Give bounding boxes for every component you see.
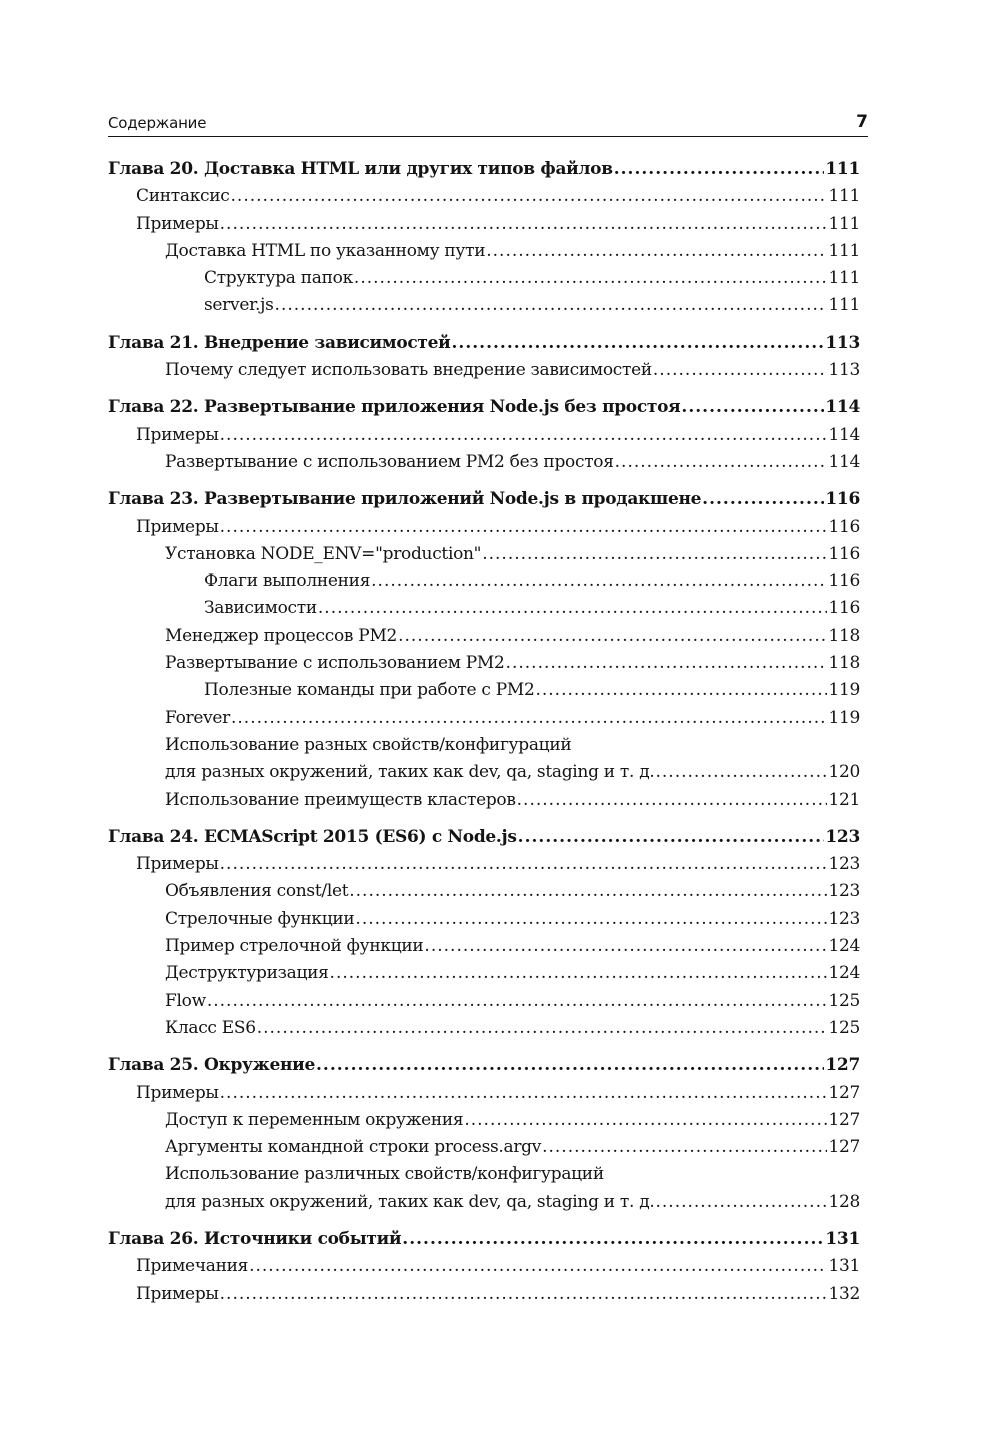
running-header-title: Содержание — [108, 114, 207, 132]
dot-leader — [518, 824, 825, 851]
toc-entry-title: Глава 22. Развертывание приложения Node.js без простоя — [108, 397, 681, 418]
toc-entry-title: Глава 21. Внедрение зависимостей — [108, 332, 451, 353]
toc-entry-page: 119 — [828, 707, 860, 728]
dot-leader — [207, 988, 828, 1015]
dot-leader — [517, 787, 828, 814]
dot-leader — [452, 330, 825, 357]
toc-entry-page: 114 — [828, 424, 860, 445]
dot-leader — [424, 933, 827, 960]
toc-entry-title: Примеры — [136, 1082, 219, 1103]
toc-entry-title: Синтаксис — [136, 186, 230, 207]
toc-entry-page: 116 — [825, 489, 860, 510]
dot-leader — [464, 1107, 827, 1134]
toc-entry-page: 111 — [828, 295, 860, 316]
dot-leader — [655, 759, 827, 786]
toc-entry-title: Структура папок — [204, 268, 353, 289]
toc-entry-page: 111 — [828, 186, 860, 207]
toc-entry-page: 132 — [828, 1283, 860, 1304]
toc-entry[interactable] — [108, 705, 860, 732]
toc-chapter-entry[interactable] — [108, 1226, 860, 1253]
toc-entry-title: Развертывание с использованием PM2 без простоя — [165, 451, 614, 472]
toc-entry[interactable] — [108, 1107, 860, 1134]
toc-entry-page: 123 — [828, 854, 860, 875]
toc-entry-title-line1: Использование разных свойств/конфигураций — [165, 734, 572, 755]
dot-leader — [220, 1281, 828, 1308]
dot-leader — [231, 183, 828, 210]
toc-entry-page: 118 — [828, 653, 860, 674]
page-number: 7 — [856, 112, 868, 132]
toc-entry[interactable] — [108, 906, 860, 933]
toc-entry-title: Аргументы командной строки process.argv — [165, 1137, 542, 1158]
toc-entry-page: 113 — [825, 332, 860, 353]
toc-entry-page: 119 — [828, 680, 860, 701]
toc-entry-title: server.js — [204, 295, 274, 316]
toc-entry-title: Зависимости — [204, 598, 317, 619]
toc-entry-title: Flow — [165, 990, 206, 1011]
toc-entry-title: Полезные команды при работе с PM2 — [204, 680, 535, 701]
dot-leader — [257, 1015, 828, 1042]
toc-entry[interactable] — [108, 449, 860, 476]
toc-entry-title: для разных окружений, таких как dev, qa, staging и т. д. — [165, 762, 655, 783]
toc-entry-page: 127 — [828, 1137, 860, 1158]
toc-entry-title: Класс ES6 — [165, 1017, 256, 1038]
dot-leader — [220, 1080, 828, 1107]
dot-leader — [349, 878, 827, 905]
toc-entry-title: Примеры — [136, 424, 219, 445]
toc-entry[interactable] — [108, 595, 860, 622]
toc-entry-title: Глава 24. ECMAScript 2015 (ES6) с Node.js — [108, 826, 517, 847]
dot-leader — [316, 1052, 824, 1079]
toc-entry[interactable] — [108, 1281, 860, 1308]
toc-entry-page: 111 — [825, 159, 860, 179]
toc-entry-page: 116 — [828, 543, 860, 564]
toc-entry-title: Объявления const/let — [165, 881, 349, 902]
toc-entry-title: Стрелочные функции — [165, 908, 355, 929]
toc-entry[interactable] — [108, 1080, 860, 1107]
toc-entry[interactable] — [108, 1134, 860, 1161]
toc-entry-page: 124 — [828, 963, 860, 984]
toc-entry-page: 111 — [828, 213, 860, 234]
toc-entry-title: Деструктуризация — [165, 963, 329, 984]
dot-leader — [653, 357, 828, 384]
toc-entry-title: Примеры — [136, 213, 219, 234]
toc-entry[interactable] — [108, 183, 860, 210]
toc-entry-title: Глава 20. Доставка HTML или других типов файлов — [108, 159, 613, 179]
dot-leader — [371, 568, 827, 595]
toc-entry-title: Forever — [165, 707, 230, 728]
toc-entry[interactable] — [108, 960, 860, 987]
toc-entry[interactable] — [108, 933, 860, 960]
toc-entry-title: Примеры — [136, 854, 219, 875]
dot-leader — [220, 514, 828, 541]
dot-leader — [615, 449, 828, 476]
toc-entry[interactable] — [108, 514, 860, 541]
dot-leader — [486, 238, 827, 265]
toc-entry[interactable] — [108, 650, 860, 677]
toc-entry-title: Глава 23. Развертывание приложений Node.js в продакшене — [108, 489, 702, 510]
dot-leader — [506, 650, 828, 677]
toc-entry-page: 121 — [828, 789, 860, 810]
toc-entry-title-line1: Использование различных свойств/конфигураций — [165, 1164, 604, 1185]
toc-entry[interactable] — [108, 732, 860, 787]
toc-entry-page: 111 — [828, 268, 860, 289]
dot-leader — [542, 1134, 827, 1161]
dot-leader — [318, 595, 828, 622]
toc-entry-title: Примечания — [136, 1256, 249, 1277]
toc-entry-page: 125 — [828, 1017, 860, 1038]
toc-entry-page: 128 — [828, 1191, 860, 1212]
toc-entry-title: Доставка HTML по указанному пути — [165, 240, 486, 261]
toc-chapter-entry[interactable] — [108, 394, 860, 421]
toc-entry-page: 123 — [828, 881, 860, 902]
toc-entry[interactable] — [108, 422, 860, 449]
toc-entry-page: 131 — [825, 1228, 860, 1249]
toc-entry[interactable] — [108, 1015, 860, 1042]
toc-entry[interactable] — [108, 541, 860, 568]
toc-entry[interactable] — [108, 238, 860, 265]
toc-entry-page: 116 — [828, 598, 860, 619]
toc-entry-title: Глава 26. Источники событий — [108, 1228, 402, 1249]
toc-entry-title: Примеры — [136, 516, 219, 537]
dot-leader — [220, 851, 828, 878]
toc-entry-page: 131 — [828, 1256, 860, 1277]
table-of-contents — [108, 156, 860, 1308]
toc-entry[interactable] — [108, 292, 860, 319]
toc-entry-title: Доступ к переменным окружения — [165, 1109, 464, 1130]
toc-entry[interactable] — [108, 851, 860, 878]
dot-leader — [482, 541, 827, 568]
toc-entry[interactable] — [108, 568, 860, 595]
toc-entry-page: 127 — [828, 1082, 860, 1103]
dot-leader — [330, 960, 828, 987]
dot-leader — [354, 265, 828, 292]
dot-leader — [655, 1189, 827, 1216]
toc-entry-page: 114 — [825, 397, 860, 418]
toc-entry-page: 111 — [828, 240, 860, 261]
toc-chapter-entry[interactable] — [108, 156, 860, 183]
dot-leader — [681, 394, 824, 421]
toc-entry[interactable] — [108, 265, 860, 292]
toc-entry-page: 113 — [828, 360, 860, 381]
toc-entry-page: 116 — [828, 571, 860, 592]
toc-entry-page: 118 — [828, 625, 860, 646]
toc-entry-title: для разных окружений, таких как dev, qa, staging и т. д. — [165, 1191, 655, 1212]
toc-entry[interactable] — [108, 787, 860, 814]
toc-chapter-entry[interactable] — [108, 330, 860, 357]
toc-entry-title: Менеджер процессов PM2 — [165, 625, 398, 646]
dot-leader — [275, 292, 828, 319]
toc-entry[interactable] — [108, 878, 860, 905]
toc-entry-title: Глава 25. Окружение — [108, 1055, 315, 1076]
toc-entry-page: 123 — [828, 908, 860, 929]
dot-leader — [220, 211, 828, 238]
dot-leader — [355, 906, 827, 933]
toc-chapter-entry[interactable] — [108, 1052, 860, 1079]
toc-entry-title: Пример стрелочной функции — [165, 936, 424, 957]
dot-leader — [398, 623, 827, 650]
toc-entry-title: Флаги выполнения — [204, 571, 371, 592]
toc-entry-page: 120 — [828, 762, 860, 783]
dot-leader — [702, 486, 824, 513]
toc-entry-title: Примеры — [136, 1283, 219, 1304]
dot-leader — [535, 677, 827, 704]
toc-entry[interactable] — [108, 1253, 860, 1280]
toc-entry[interactable] — [108, 988, 860, 1015]
toc-entry[interactable] — [108, 1161, 860, 1216]
toc-entry[interactable] — [108, 211, 860, 238]
toc-entry-title: Развертывание с использованием PM2 — [165, 653, 505, 674]
toc-chapter-entry[interactable] — [108, 486, 860, 513]
dot-leader — [249, 1253, 827, 1280]
toc-entry-page: 114 — [828, 451, 860, 472]
dot-leader — [231, 705, 827, 732]
toc-entry-page: 123 — [825, 826, 860, 847]
toc-entry-page: 127 — [828, 1109, 860, 1130]
toc-entry[interactable] — [108, 623, 860, 650]
page-header — [108, 112, 868, 136]
toc-entry-title: Установка NODE_ENV="production" — [165, 543, 482, 564]
toc-chapter-entry[interactable] — [108, 824, 860, 851]
toc-entry-title: Почему следует использовать внедрение зависимостей — [165, 360, 652, 381]
toc-entry-page: 116 — [828, 516, 860, 537]
toc-entry-page: 124 — [828, 936, 860, 957]
toc-entry[interactable] — [108, 677, 860, 704]
header-divider — [108, 136, 868, 137]
toc-entry-page: 125 — [828, 990, 860, 1011]
dot-leader — [614, 156, 825, 183]
dot-leader — [220, 422, 828, 449]
toc-entry-title: Использование преимуществ кластеров — [165, 789, 516, 810]
toc-entry-page: 127 — [825, 1055, 860, 1076]
dot-leader — [402, 1226, 824, 1253]
toc-entry[interactable] — [108, 357, 860, 384]
